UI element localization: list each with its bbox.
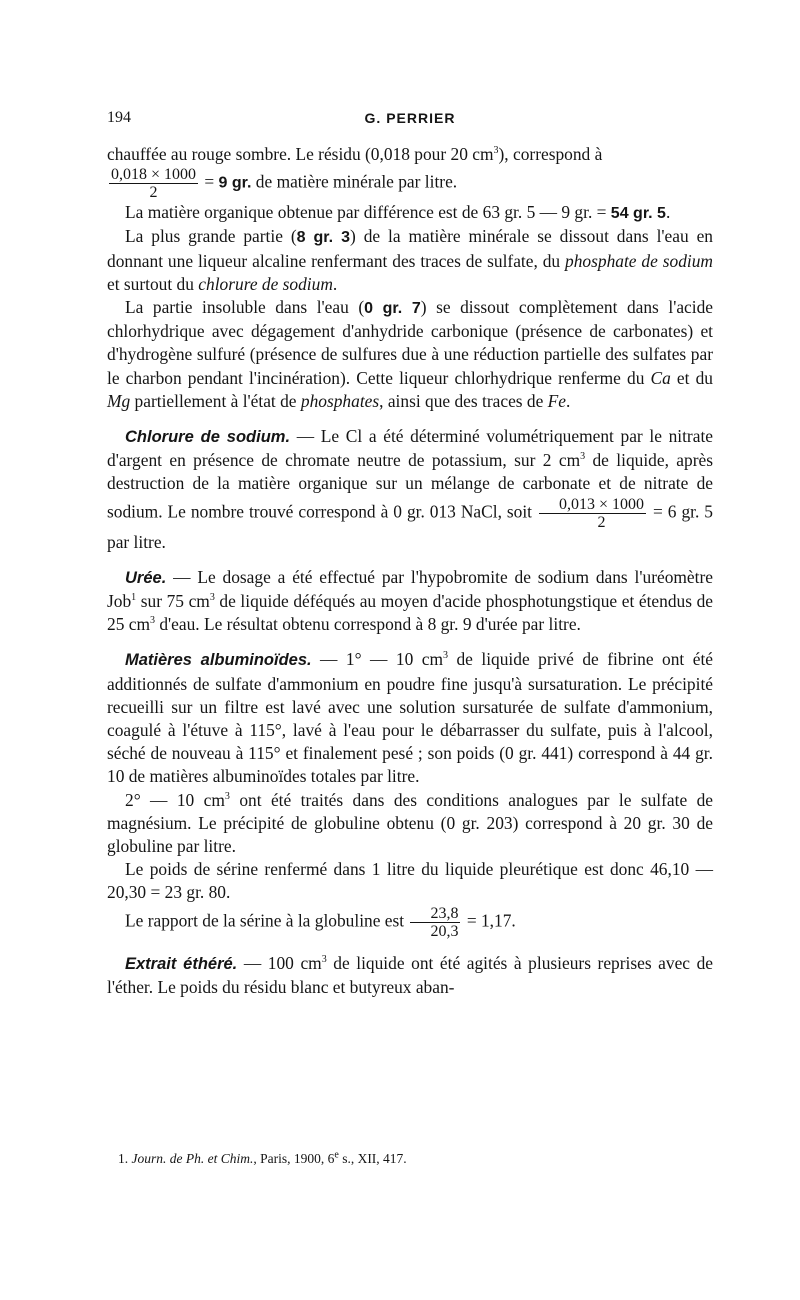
section-heading: Urée.: [125, 568, 167, 587]
footnote: 1. Journ. de Ph. et Chim., Paris, 1900, 6e s., XII, 417.: [118, 1149, 407, 1166]
paragraph-organic-matter: La matière organique obtenue par différence est de 63 gr. 5 — 9 gr. = 54 gr. 5.: [125, 202, 671, 223]
section-heading: Extrait éthéré.: [125, 954, 238, 973]
footnote-number: 1.: [118, 1151, 129, 1166]
running-title: G. PERRIER: [364, 110, 456, 126]
section-extrait-ethere: Extrait éthéré. — 100 $cm^3$ de liquide ont été agités à plusieurs reprises avec de l'éther. Le poids du résidu blanc et butyreux aban-: [107, 952, 714, 997]
paragraph-mineral-matter: La plus grande partie (8 gr. 3) de la matière minérale se dissout dans l'eau en donnant une liqueur alcaline renfermant des traces de sulfate, du phosphate de sodium et surtout du chlorure de sodium.: [107, 226, 713, 294]
fraction-nacl: $\frac{0,013 \times 1000}{2}$: [539, 496, 646, 531]
page-body: [107, 143, 713, 999]
page-number: 194: [107, 109, 131, 126]
section-matieres-albuminoides: Matières albuminoïdes. — 1° — 10 $cm^3$ de liquide privé de fibrine ont été additionnés de sulfate d'ammonium en poudre fine jusqu'à sursaturation. Le précipité recueilli sur un filtre est lavé avec une solution sursaturée de sulfate d'ammonium, coagulé à l'étuve à 115°, lavé à l'eau pour le débarrasser du sulfate, puis à l'alcool, séché de nouveau à 115° et finalement pesé ; son poids (0 gr. 441) correspond à 44 gr. 10 de matières albuminoïdes totales par litre.: [107, 649, 713, 787]
section-uree: Urée. — Le dosage a été effectué par l'hypobromite de sodium dans l'uréomètre Job$^1$ sur 75 $cm^3$ de liquide déféqués au moyen d'acide phosphotungstique et étendus de 25 $cm^3$ d'eau. Le résultat obtenu correspond à 8 gr. 9 d'urée par litre.: [107, 566, 713, 635]
section-heading: Matières albuminoïdes.: [125, 651, 312, 670]
section-chlorure-de-sodium: Chlorure de sodium. — Le Cl a été déterminé volumétriquement par le nitrate d'argent en présence de chromate neutre de potassium, sur 2 $cm^3$ de liquide, après destruction de la matière organique sur un mélange de carbonate et de nitrate de sodium. Le nombre trouvé correspond à 0 gr. 013 NaCl, soit $\frac{0,013 \times 1000}{2}$ = 6 gr. 5 par litre.: [107, 426, 713, 552]
paragraph-residue: chauffée au rouge sombre. Le résidu (0,018 pour 20 $cm^3$), correspond à $\frac{0,018 \times 1000}{2}$ = 9 gr. de matière minérale par litre.: [107, 144, 603, 202]
fraction-ratio: $\frac{23,8}{20,3}$: [410, 905, 460, 940]
paragraph-ratio: Le rapport de la sérine à la globuline est $\frac{23,8}{20,3}$ = 1,17.: [125, 904, 516, 940]
paragraph-serine: Le poids de sérine renfermé dans 1 litre du liquide pleurétique est donc 46,10 — 20,30 = 23 gr. 80.: [107, 859, 713, 903]
paragraph-globuline: 2° — 10 $cm^3$ ont été traités dans des conditions analogues par le sulfate de magnésium. Le précipité de globuline obtenu (0 gr. 203) correspond à 20 gr. 30 de globuline par litre.: [107, 789, 713, 857]
footnote-ref: 1: [131, 592, 137, 604]
fraction-residue: $\frac{0,018 \times 1000}{2}$: [111, 166, 197, 202]
paragraph-insoluble-part: La partie insoluble dans l'eau (0 gr. 7) se dissout complètement dans l'acide chlorhydrique avec dégagement d'anhydride carbonique (présence de carbonates) et d'hydrogène sulfuré (présence de sulfures due à une réduction partielle des sulfates par le charbon pendant l'incinération). Cette liqueur chlorhydrique renferme du Ca et du Mg partiellement à l'état de phosphates, ainsi que des traces de Fe.: [107, 297, 714, 411]
section-heading: Chlorure de sodium.: [125, 428, 291, 447]
